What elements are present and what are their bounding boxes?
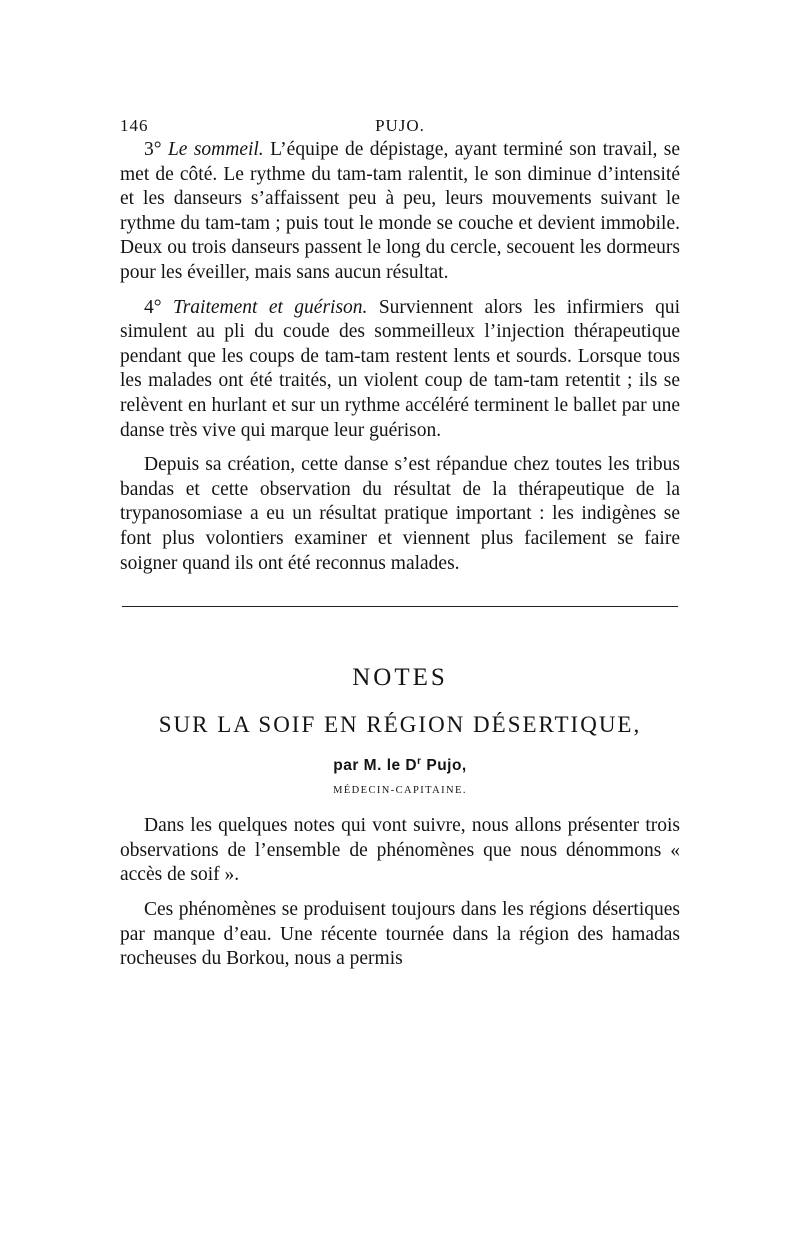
running-header xyxy=(120,108,680,138)
paragraph-sleep xyxy=(120,138,680,286)
paragraph-treatment xyxy=(120,296,680,444)
book-page xyxy=(120,108,680,972)
article-paragraph: Dans les quelques notes qui vont suivre, nous allons présenter trois observations de l’ensemble de phénomènes que nous dénommons « accès de soif ». xyxy=(120,815,680,886)
section-number: 4° xyxy=(144,296,162,318)
section-number: 3° xyxy=(144,139,162,160)
byline-superscript: r xyxy=(417,756,422,768)
byline-prefix: par M. le D xyxy=(333,757,418,775)
paragraph-conclusion xyxy=(120,453,680,576)
page-number: 146 xyxy=(120,116,149,135)
running-title: PUJO. xyxy=(375,116,425,135)
paragraph-text: Depuis sa création, cette danse s’est répandue chez toutes les tribus bandas et cette observation du résultat de la thérapeutique de la trypanosomiase a eu un résultat pratique important : les indigènes se font plus volontiers examiner et viennent plus facilement se faire soigner quand ils ont été reconnus malades. xyxy=(120,454,680,574)
section-heading: Traitement et guérison. xyxy=(172,296,368,318)
paragraph-text: Surviennent alors les infirmiers qui simulent au pli du coude des sommeilleux l’injection thérapeutique pendant que les coups de tam-tam restent lents et sourds. Lorsque tous les malades ont été traités, un violent coup de tam-tam retentit ; ils se relèvent en hurlant et sur un rythme accéléré terminent le ballet par une danse très vive qui marque leur guérison. xyxy=(120,296,680,441)
paragraph-text: L’équipe de dépistage, ayant terminé son travail, se met de côté. Le rythme du tam-tam ralentit, le son diminue d’intensité et les danseurs s’affaissent peu à peu, leurs mouvements suivant le rythme du tam-tam ; puis tout le monde se couche et devient immobile. Deux ou trois danseurs passent le long du cercle, secouent les dormeurs pour les éveiller, mais sans aucun résultat. xyxy=(120,139,680,283)
section-divider xyxy=(120,606,680,608)
author-byline xyxy=(120,756,680,775)
author-name: Pujo, xyxy=(421,757,467,775)
divider-rule-right xyxy=(402,606,678,607)
article-subtitle: SUR LA SOIF EN RÉGION DÉSERTIQUE, xyxy=(158,712,642,738)
article-body xyxy=(120,814,680,972)
section-heading: Le sommeil. xyxy=(167,139,264,160)
author-rank: MÉDECIN-CAPITAINE. xyxy=(333,785,467,797)
article-paragraph: Ces phénomènes se produisent toujours dans les régions désertiques par manque d’eau. Une récente tournée dans la région des hamadas rocheuses du Borkou, nous a permis xyxy=(120,899,680,970)
article-title: NOTES xyxy=(352,664,448,692)
divider-rule-left xyxy=(122,606,402,607)
